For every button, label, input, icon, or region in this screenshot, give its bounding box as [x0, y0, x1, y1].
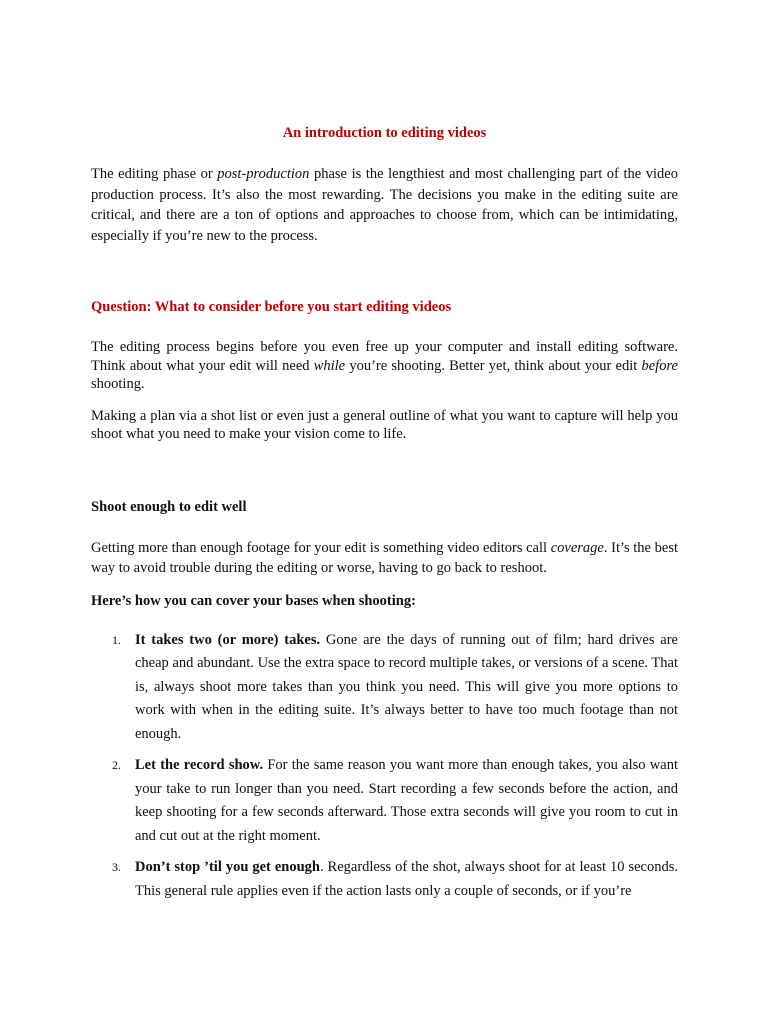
coverage-text-1: Getting more than enough footage for your edit is something video editors call	[91, 539, 551, 556]
tips-list	[91, 629, 678, 904]
list-item-text: . Regardless of the shot, always shoot for at least 10 seconds. This general rule applies even if the action lasts only a couple of seconds, or if you’re	[135, 859, 678, 899]
intro-text-2: phase is the lengthiest and most challenging part of the video production process. It’s also the most rewarding. The decisions you make in the editing suite are critical, and there are a ton of options and approaches to choose from, which can be intimidating, especially if you’re new to the process.	[91, 166, 678, 244]
planning-text-3: shooting.	[91, 376, 145, 392]
list-number: 2.	[112, 758, 121, 772]
planning-text-2: you’re shooting. Better yet, think about your edit	[345, 357, 642, 374]
coverage-italic: coverage	[550, 539, 604, 556]
list-item-bold: Let the record show.	[135, 757, 264, 773]
question-heading: Question: What to consider before you start editing videos	[91, 299, 452, 315]
list-item	[91, 754, 678, 848]
coverage-paragraph	[91, 538, 678, 579]
subheading-shoot-enough: Shoot enough to edit well	[91, 498, 247, 515]
intro-paragraph	[91, 164, 678, 246]
coverage-text-2: . It’s the best way to avoid trouble during the editing or worse, having to go back to reshoot.	[91, 539, 678, 576]
list-number: 1.	[112, 632, 121, 647]
document-title: An introduction to editing videos	[282, 125, 487, 141]
list-number: 3.	[112, 860, 121, 874]
list-item-bold: Don’t stop ’til you get enough	[135, 859, 320, 875]
planning-paragraph	[91, 338, 678, 394]
howto-heading: Here’s how you can cover your bases when shooting:	[91, 592, 416, 609]
planning-text-1: The editing process begins before you even free up your computer and install editing software. Think about what your edit will need	[91, 339, 678, 374]
intro-text-1: The editing phase or	[91, 166, 218, 182]
document-page	[91, 124, 678, 911]
intro-italic: post-production	[217, 166, 310, 182]
planning-italic-while: while	[313, 357, 346, 374]
list-item-bold: It takes two (or more) takes.	[135, 631, 321, 648]
shot-list-paragraph: Making a plan via a shot list or even just a general outline of what you want to capture will help you shoot what you need to make your vision come to life.	[91, 407, 678, 442]
list-item-text: Gone are the days of running out of film; hard drives are cheap and abundant. Use the extra space to record multiple takes, or versions of a scene. That is, always shoot more takes than you think you need. This will give you more options to work with when in the editing suite. It’s always better to have too much footage than not enough.	[135, 631, 678, 742]
planning-italic-before: before	[641, 357, 678, 374]
list-item	[91, 629, 678, 747]
list-item-text: For the same reason you want more than enough takes, you also want your take to run longer than you need. Start recording a few seconds before the action, and keep shooting for a few seconds afterward. Those extra seconds will give you room to cut in and cut out at the right moment.	[135, 757, 678, 844]
list-item	[91, 856, 678, 903]
